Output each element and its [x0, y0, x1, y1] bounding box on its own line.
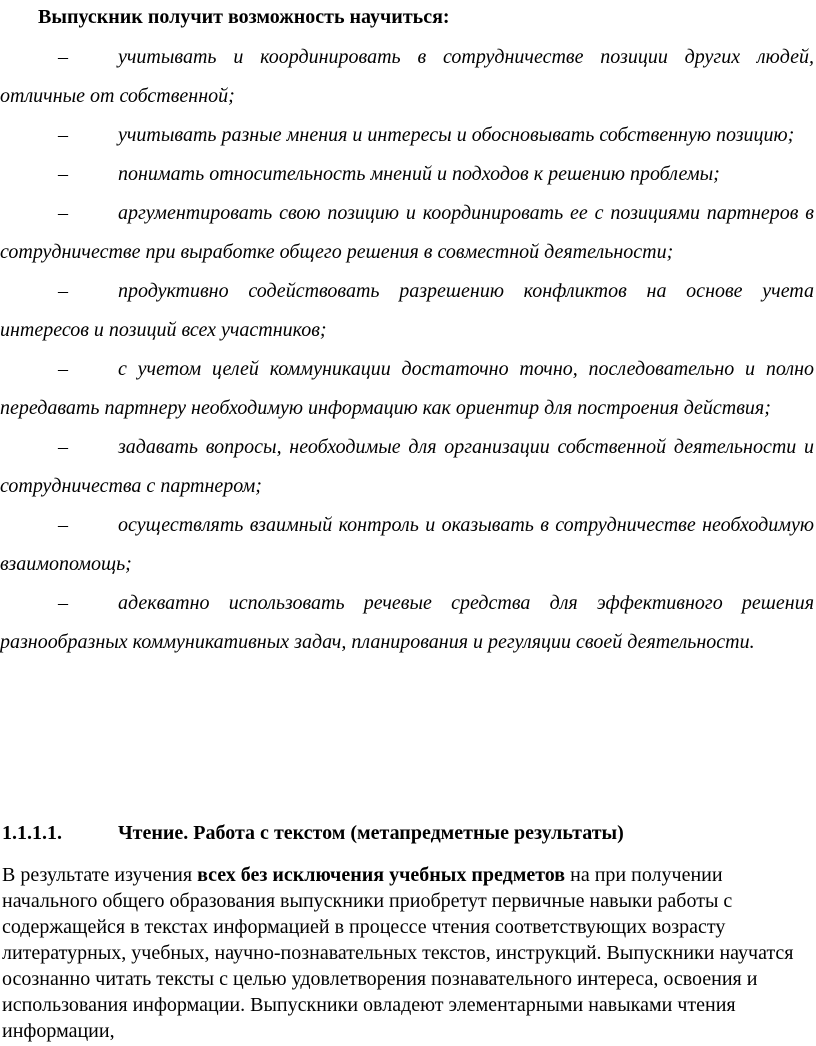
list-item-text: учитывать и координировать в сотрудничестве позиции других людей, отличные от собственной; [0, 46, 814, 107]
bullet-dash: – [58, 514, 68, 536]
paragraph-emphasis: всех без исключения учебных предметов [197, 864, 566, 886]
paragraph-intro: В результате изучения [2, 864, 198, 886]
list-item-text: продуктивно содействовать разрешению конфликтов на основе учета интересов и позиций всех участников; [0, 280, 814, 341]
bullet-dash: – [58, 163, 68, 185]
list-item [0, 272, 814, 350]
bullet-dash: – [58, 202, 68, 224]
list-item [0, 428, 814, 506]
bullet-dash: – [58, 358, 68, 380]
subsection-title-text: Чтение. Работа с текстом (метапредметные результаты) [118, 822, 624, 844]
list-item-text: учитывать разные мнения и интересы и обосновывать собственную позицию; [118, 124, 795, 146]
subsection-title [2, 816, 814, 850]
bullet-dash: – [58, 46, 68, 68]
list-item-text: с учетом целей коммуникации достаточно точно, последовательно и полно передавать партнеру необходимую информацию как ориентир для построения действия; [0, 358, 814, 419]
skills-list [0, 38, 814, 662]
list-item [0, 194, 814, 272]
list-item [0, 350, 814, 428]
list-item [0, 116, 814, 155]
bullet-dash: – [58, 124, 68, 146]
list-item-text: осуществлять взаимный контроль и оказывать в сотрудничестве необходимую взаимопомощь; [0, 514, 814, 575]
list-item-text: понимать относительность мнений и подходов к решению проблемы; [118, 163, 720, 185]
list-item-text: аргументировать свою позицию и координировать ее с позициями партнеров в сотрудничестве при выработке общего решения в совместной деятельности; [0, 202, 814, 263]
subsection-number: 1.1.1.1. [2, 822, 62, 844]
list-item-text: задавать вопросы, необходимые для организации собственной деятельности и сотрудничества с партнером; [0, 436, 814, 497]
list-item [0, 38, 814, 116]
section-heading: Выпускник получит возможность научиться: [38, 6, 450, 28]
bullet-dash: – [58, 280, 68, 302]
list-item [0, 584, 814, 662]
list-item-text: адекватно использовать речевые средства для эффективного решения разнообразных коммуникативных задач, планирования и регуляции своей деятельности. [0, 592, 814, 653]
bullet-dash: – [58, 592, 68, 614]
list-item [0, 155, 814, 194]
list-item [0, 506, 814, 584]
paragraph-rest: на при получении начального общего образования выпускники приобретут первичные навыки работы с содержащейся в текстах информацией в процессе чтения соответствующих возрасту литературных, учебных, научно-познавательных текстов, инструкций. Выпускники научатся осознанно читать тексты с целью удовлетворения познавательного интереса, освоения и использования информации. Выпускники овладеют элементарными навыками чтения информации, [2, 864, 794, 1042]
bullet-dash: – [58, 436, 68, 458]
body-paragraph [2, 862, 814, 1044]
